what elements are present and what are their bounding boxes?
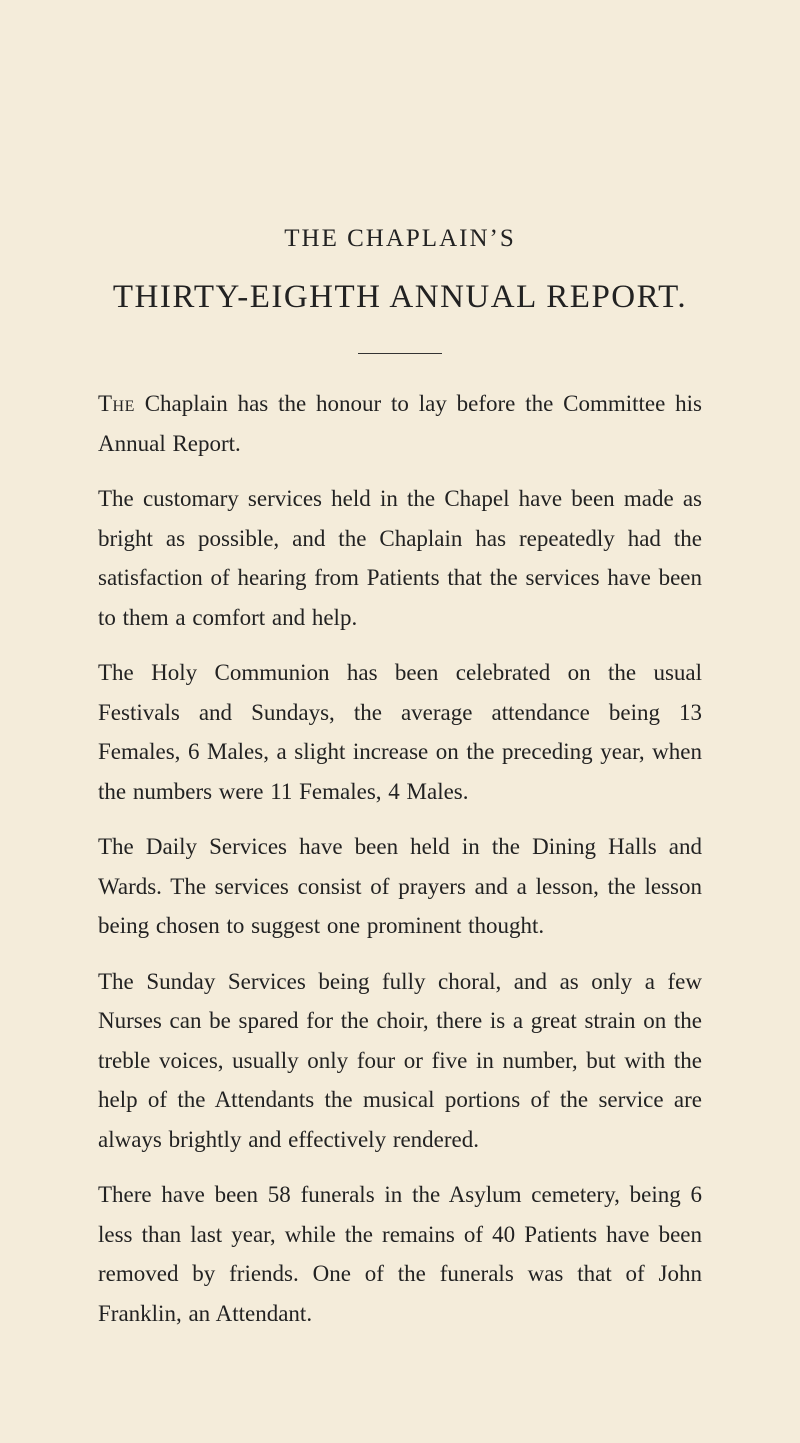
paragraph-sunday-services: The Sunday Services being fully choral, and as only a few Nurses can be spared for the choir, there is a great strain on the treble voices, usually only four or five in number, but with the help of the Attendants the musical portions of the service are always brightly and effectively rendered.: [98, 968, 702, 1152]
report-title: THIRTY-EIGHTH ANNUAL REPORT.: [112, 279, 688, 315]
paragraph-funerals: There have been 58 funerals in the Asylum cemetery, being 6 less than last year, while the remains of 40 Patients have been removed by friends. One of the funerals was that of John Franklin, an Attendant.: [98, 1182, 702, 1326]
paragraph-intro: [98, 384, 702, 463]
report-heading-line-1: THE CHAPLAIN’S: [284, 225, 516, 252]
paragraph-intro-text: Chaplain has the honour to lay before the Committee his Annual Report.: [98, 391, 702, 456]
paragraph-daily-services: The Daily Services have been held in the Dining Halls and Wards. The services consist of prayers and a lesson, the lesson being chosen to suggest one prominent thought.: [98, 834, 702, 938]
report-body: [98, 384, 702, 1349]
paragraph-intro-lead: The: [98, 391, 135, 416]
title-divider: [358, 353, 442, 354]
paragraph-holy-communion: The Holy Communion has been celebrated on the usual Festivals and Sundays, the average attendance being 13 Females, 6 Males, a slight increase on the preceding year, when the numbers were 11 Females, 4 Males.: [98, 660, 702, 804]
paragraph-chapel-services: The customary services held in the Chapel have been made as bright as possible, and the Chaplain has repeatedly had the satisfaction of hearing from Patients that the services have been to them a comfort and help.: [98, 486, 702, 630]
